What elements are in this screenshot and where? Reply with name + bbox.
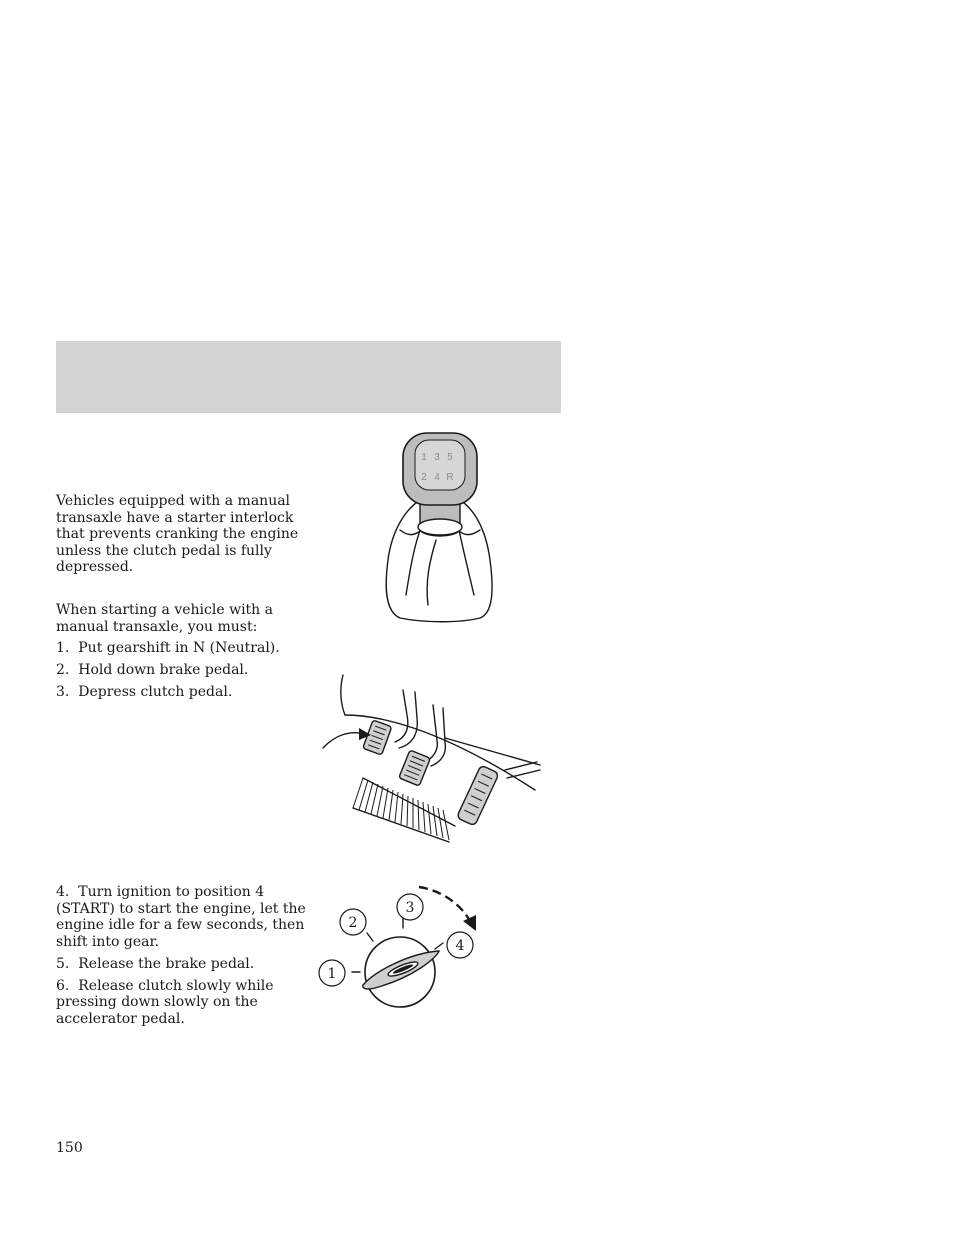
gear-label-r: R xyxy=(446,472,454,483)
section-header-band xyxy=(56,341,561,413)
intro-text: When starting a vehicle with a manual transaxle, you must: xyxy=(56,602,273,635)
step-2: 2. Hold down brake pedal. xyxy=(56,662,249,678)
page-number: 150 xyxy=(56,1140,83,1156)
gear-label-5: 5 xyxy=(447,452,453,463)
ignition-figure xyxy=(315,885,485,1015)
gear-label-2: 2 xyxy=(421,472,427,483)
starting-instructions-b xyxy=(56,884,306,1027)
gear-shift-knob-figure xyxy=(380,430,500,625)
step-3: 3. Depress clutch pedal. xyxy=(56,684,233,700)
step-6: 6. Release clutch slowly while pressing down slowly on the accelerator pedal. xyxy=(56,977,274,1027)
ignition-pos-1: 1 xyxy=(327,966,337,982)
pedals-figure xyxy=(315,670,545,850)
ignition-pos-2: 2 xyxy=(348,915,358,931)
gear-label-4: 4 xyxy=(434,472,440,483)
ignition-pos-3: 3 xyxy=(405,900,415,916)
interlock-paragraph xyxy=(56,493,306,576)
ignition-pos-4: 4 xyxy=(455,938,465,954)
interlock-text: Vehicles equipped with a manual transaxle have a starter interlock that prevents cranking the engine unless the clutch pedal is fully depressed. xyxy=(56,493,299,575)
step-1: 1. Put gearshift in N (Neutral). xyxy=(56,640,280,656)
gear-label-1: 1 xyxy=(421,452,427,463)
starting-instructions-a xyxy=(56,602,306,701)
gear-label-3: 3 xyxy=(434,452,440,463)
step-5: 5. Release the brake pedal. xyxy=(56,955,255,972)
step-4: 4. Turn ignition to position 4 (START) to start the engine, let the engine idle for a few seconds, then shift into gear. xyxy=(56,884,306,950)
